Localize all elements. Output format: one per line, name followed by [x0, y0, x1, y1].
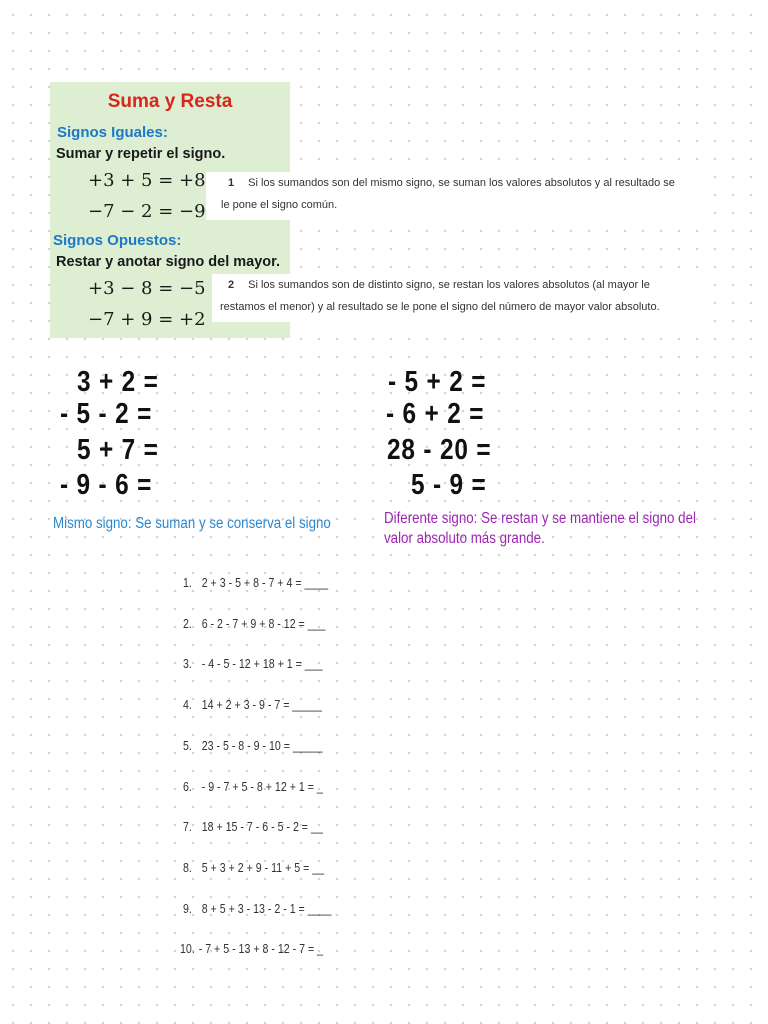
note-1-line-1: Si los sumandos son del mismo signo, se suman los valores absolutos y al resultado se [248, 177, 675, 189]
problem-7 [183, 820, 323, 834]
problem-4 [183, 698, 322, 712]
problem-10-number: 10. [180, 942, 195, 956]
card-title: Suma y Resta [107, 91, 233, 112]
problem-1 [183, 576, 328, 590]
left-exercise-1: 3 + 2 = [77, 366, 159, 398]
note-1-line-2: le pone el signo común. [221, 199, 338, 211]
right-exercise-2: - 6 + 2 = [386, 398, 485, 430]
problem-5 [183, 739, 322, 753]
problem-6-number: 6. [183, 780, 192, 794]
problem-4-number: 4. [183, 698, 192, 712]
problem-1-text: 2 + 3 - 5 + 8 - 7 + 4 = ____ [201, 576, 329, 590]
note-2-line-1: Si los sumandos son de distinto signo, se restan los valores absolutos (al mayor le [248, 279, 650, 291]
problem-3 [183, 657, 322, 671]
problem-4-text: 14 + 2 + 3 - 9 - 7 = _____ [201, 698, 322, 712]
same-sign-caption: Mismo signo: Se suman y se conserva el signo [53, 515, 331, 532]
same-example-1: +3 + 5 = +8 [88, 170, 206, 191]
problem-2-text: 6 - 2 - 7 + 9 + 8 - 12 = ___ [201, 617, 326, 631]
note-1 [206, 172, 714, 220]
right-exercise-1: - 5 + 2 = [388, 366, 487, 398]
opposite-signs-heading: Signos Opuestos: [53, 232, 182, 249]
left-exercise-2: - 5 - 2 = [60, 398, 153, 430]
left-exercise-3: 5 + 7 = [77, 434, 159, 466]
problem-7-number: 7. [183, 820, 192, 834]
note-1-number: 1 [228, 177, 235, 189]
different-sign-caption-line-2: valor absoluto más grande. [384, 530, 545, 547]
problem-7-text: 18 + 15 - 7 - 6 - 5 - 2 = __ [201, 820, 323, 834]
right-exercise-4: 5 - 9 = [411, 469, 487, 501]
opposite-example-1: +3 − 8 = −5 [88, 278, 206, 299]
same-signs-rule: Sumar y repetir el signo. [56, 146, 226, 162]
problem-6 [183, 780, 323, 794]
problem-9 [183, 902, 331, 916]
problem-3-text: - 4 - 5 - 12 + 18 + 1 = ___ [201, 657, 323, 671]
left-exercise-4: - 9 - 6 = [60, 469, 153, 501]
problem-9-number: 9. [183, 902, 192, 916]
problem-3-number: 3. [183, 657, 192, 671]
problem-5-number: 5. [183, 739, 192, 753]
note-2-line-2: restamos el menor) y al resultado se le pone el signo del número de mayor valor absoluto. [220, 301, 660, 313]
problem-6-text: - 9 - 7 + 5 - 8 + 12 + 1 = _ [201, 780, 323, 794]
different-sign-caption [384, 509, 696, 549]
same-example-2: −7 − 2 = −9 [88, 201, 206, 222]
problem-8-text: 5 + 3 + 2 + 9 - 11 + 5 = __ [201, 861, 325, 875]
note-2 [212, 274, 708, 322]
problem-1-number: 1. [183, 576, 192, 590]
problem-10 [180, 942, 323, 956]
opposite-signs-rule: Restar y anotar signo del mayor. [56, 254, 281, 270]
same-signs-heading: Signos Iguales: [57, 124, 168, 141]
problem-8-number: 8. [183, 861, 192, 875]
problem-2 [183, 617, 325, 631]
right-exercise-3: 28 - 20 = [387, 434, 492, 466]
problem-5-text: 23 - 5 - 8 - 9 - 10 = _____ [201, 739, 323, 753]
different-sign-caption-line-1: Diferente signo: Se restan y se mantiene el signo del [384, 510, 696, 527]
problem-2-number: 2. [183, 617, 192, 631]
opposite-example-2: −7 + 9 = +2 [88, 309, 206, 330]
problem-8 [183, 861, 324, 875]
problem-9-text: 8 + 5 + 3 - 13 - 2 - 1 = ____ [201, 902, 332, 916]
note-2-number: 2 [228, 279, 235, 291]
problem-10-text: - 7 + 5 - 13 + 8 - 12 - 7 = _ [198, 942, 324, 956]
